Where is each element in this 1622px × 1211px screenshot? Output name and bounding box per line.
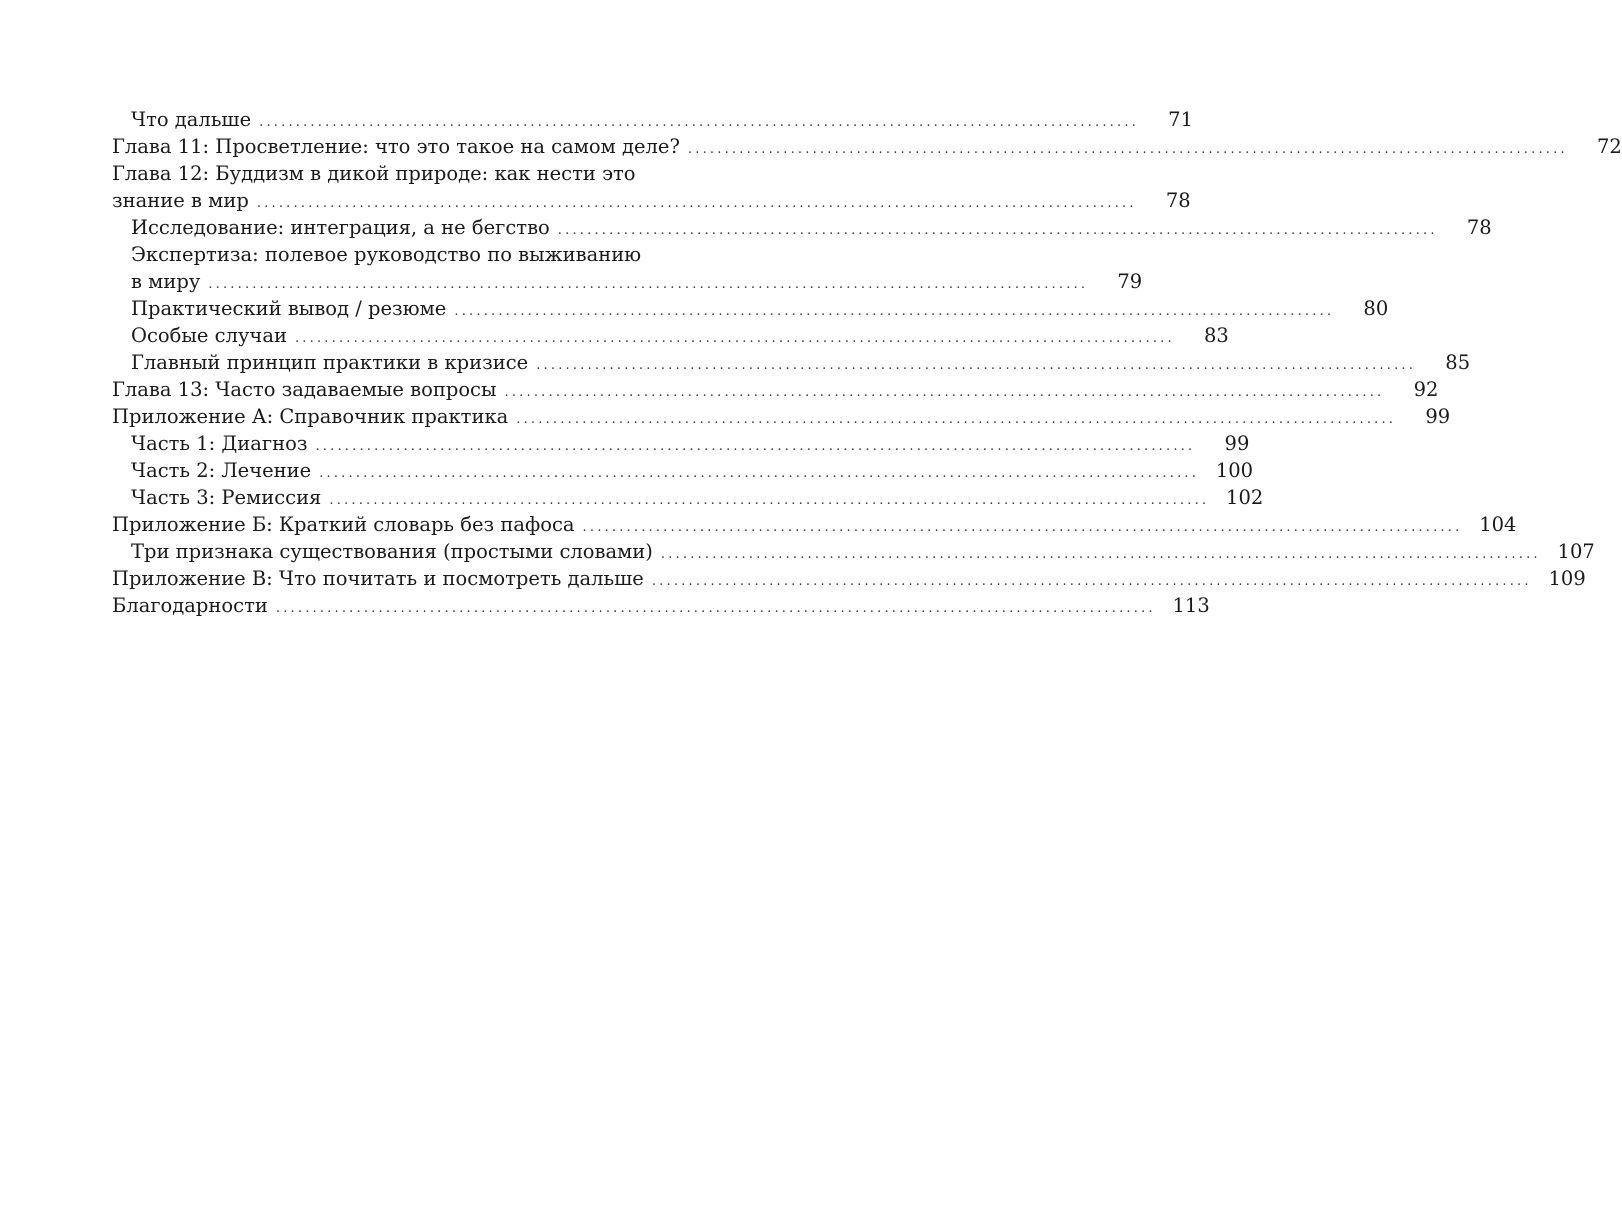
toc-page-number: 113 [1172,594,1210,617]
dot-leader: ........................................................................................................................ [582,520,1463,535]
toc-entry[interactable] [112,295,1389,322]
dot-leader: ........................................................................................................................ [329,493,1210,508]
toc-entry-title: Три признака существования (простыми словами) [131,540,653,563]
toc-entry[interactable] [112,106,1193,133]
dot-leader: ........................................................................................................................ [557,223,1438,238]
dot-leader: ........................................................................................................................ [660,547,1541,562]
dot-leader: ........................................................................................................................ [687,142,1568,157]
toc-entry-title: Главный принцип практики в кризисе [131,351,529,374]
toc-entry-title: Особые случаи [131,324,287,347]
toc-entry[interactable] [112,133,1622,160]
toc-page-number: 83 [1204,324,1229,347]
toc-page-number: 102 [1226,486,1264,509]
toc-page-number: 99 [1425,405,1451,428]
toc-entry-title: Часть 1: Диагноз [131,432,308,455]
toc-entry-title: знание в мир [112,189,249,212]
toc-entry-title: Часть 3: Ремиссия [131,486,322,509]
table-of-contents [112,106,1622,619]
dot-leader: ........................................................................................................................ [208,277,1089,292]
toc-entry-title: Глава 13: Часто задаваемые вопросы [112,378,497,401]
toc-entry-title-line1: Глава 12: Буддизм в дикой природе: как нести это [112,162,636,185]
toc-page-number: 79 [1117,270,1143,293]
toc-entry-title: Приложение Б: Краткий словарь без пафоса [112,513,575,536]
toc-page-number: 71 [1168,108,1193,131]
dot-leader: ........................................................................................................................ [319,466,1200,481]
toc-entry-title: Приложение А: Справочник практика [112,405,509,428]
toc-entry[interactable] [112,430,1250,457]
dot-leader: ........................................................................................................................ [651,574,1532,589]
dot-leader: ........................................................................................................................ [516,412,1397,427]
toc-page-number: 109 [1548,567,1586,590]
dot-leader: ........................................................................................................................ [256,196,1137,211]
toc-entry-title: в миру [131,270,201,293]
dot-leader: ........................................................................................................................ [315,439,1196,454]
toc-entry-title-line1: Экспертиза: полевое руководство по выживанию [131,243,642,266]
toc-page-number: 92 [1413,378,1439,401]
toc-page-number: 100 [1215,459,1254,482]
toc-entry-title: Благодарности [112,594,268,617]
toc-entry-title: Исследование: интеграция, а не бегство [131,216,550,239]
toc-entry[interactable] [112,565,1586,592]
toc-entry[interactable] [112,484,1264,511]
dot-leader: ........................................................................................................................ [294,331,1175,346]
dot-leader: ........................................................................................................................ [504,385,1385,400]
toc-entry[interactable] [112,511,1517,538]
toc-entry-title: Практический вывод / резюме [131,297,447,320]
dot-leader: ........................................................................................................................ [259,115,1139,130]
toc-page-number: 107 [1557,540,1595,563]
dot-leader: ........................................................................................................................ [275,601,1156,616]
toc-entry-title: Часть 2: Лечение [131,459,312,482]
toc-entry-title: Приложение В: Что почитать и посмотреть дальше [112,567,644,590]
toc-page-number: 104 [1479,513,1517,536]
toc-page-number: 78 [1466,216,1492,239]
toc-entry[interactable] [112,457,1254,484]
dot-leader: ........................................................................................................................ [536,358,1417,373]
toc-entry[interactable] [112,241,1143,295]
toc-entry[interactable] [112,214,1492,241]
toc-entry[interactable] [112,322,1229,349]
toc-entry[interactable] [112,349,1471,376]
toc-entry[interactable] [112,592,1210,619]
toc-entry[interactable] [112,403,1451,430]
toc-page-number: 99 [1224,432,1250,455]
toc-entry[interactable] [112,160,1191,214]
toc-entry[interactable] [112,376,1439,403]
toc-page-number: 85 [1445,351,1471,374]
toc-page-number: 80 [1363,297,1389,320]
toc-entry[interactable] [112,538,1595,565]
toc-entry-title: Глава 11: Просветление: что это такое на самом деле? [112,135,680,158]
dot-leader: ........................................................................................................................ [454,304,1335,319]
toc-entry-title: Что дальше [131,108,252,131]
toc-page-number: 72 [1596,135,1622,158]
toc-page-number: 78 [1165,189,1191,212]
